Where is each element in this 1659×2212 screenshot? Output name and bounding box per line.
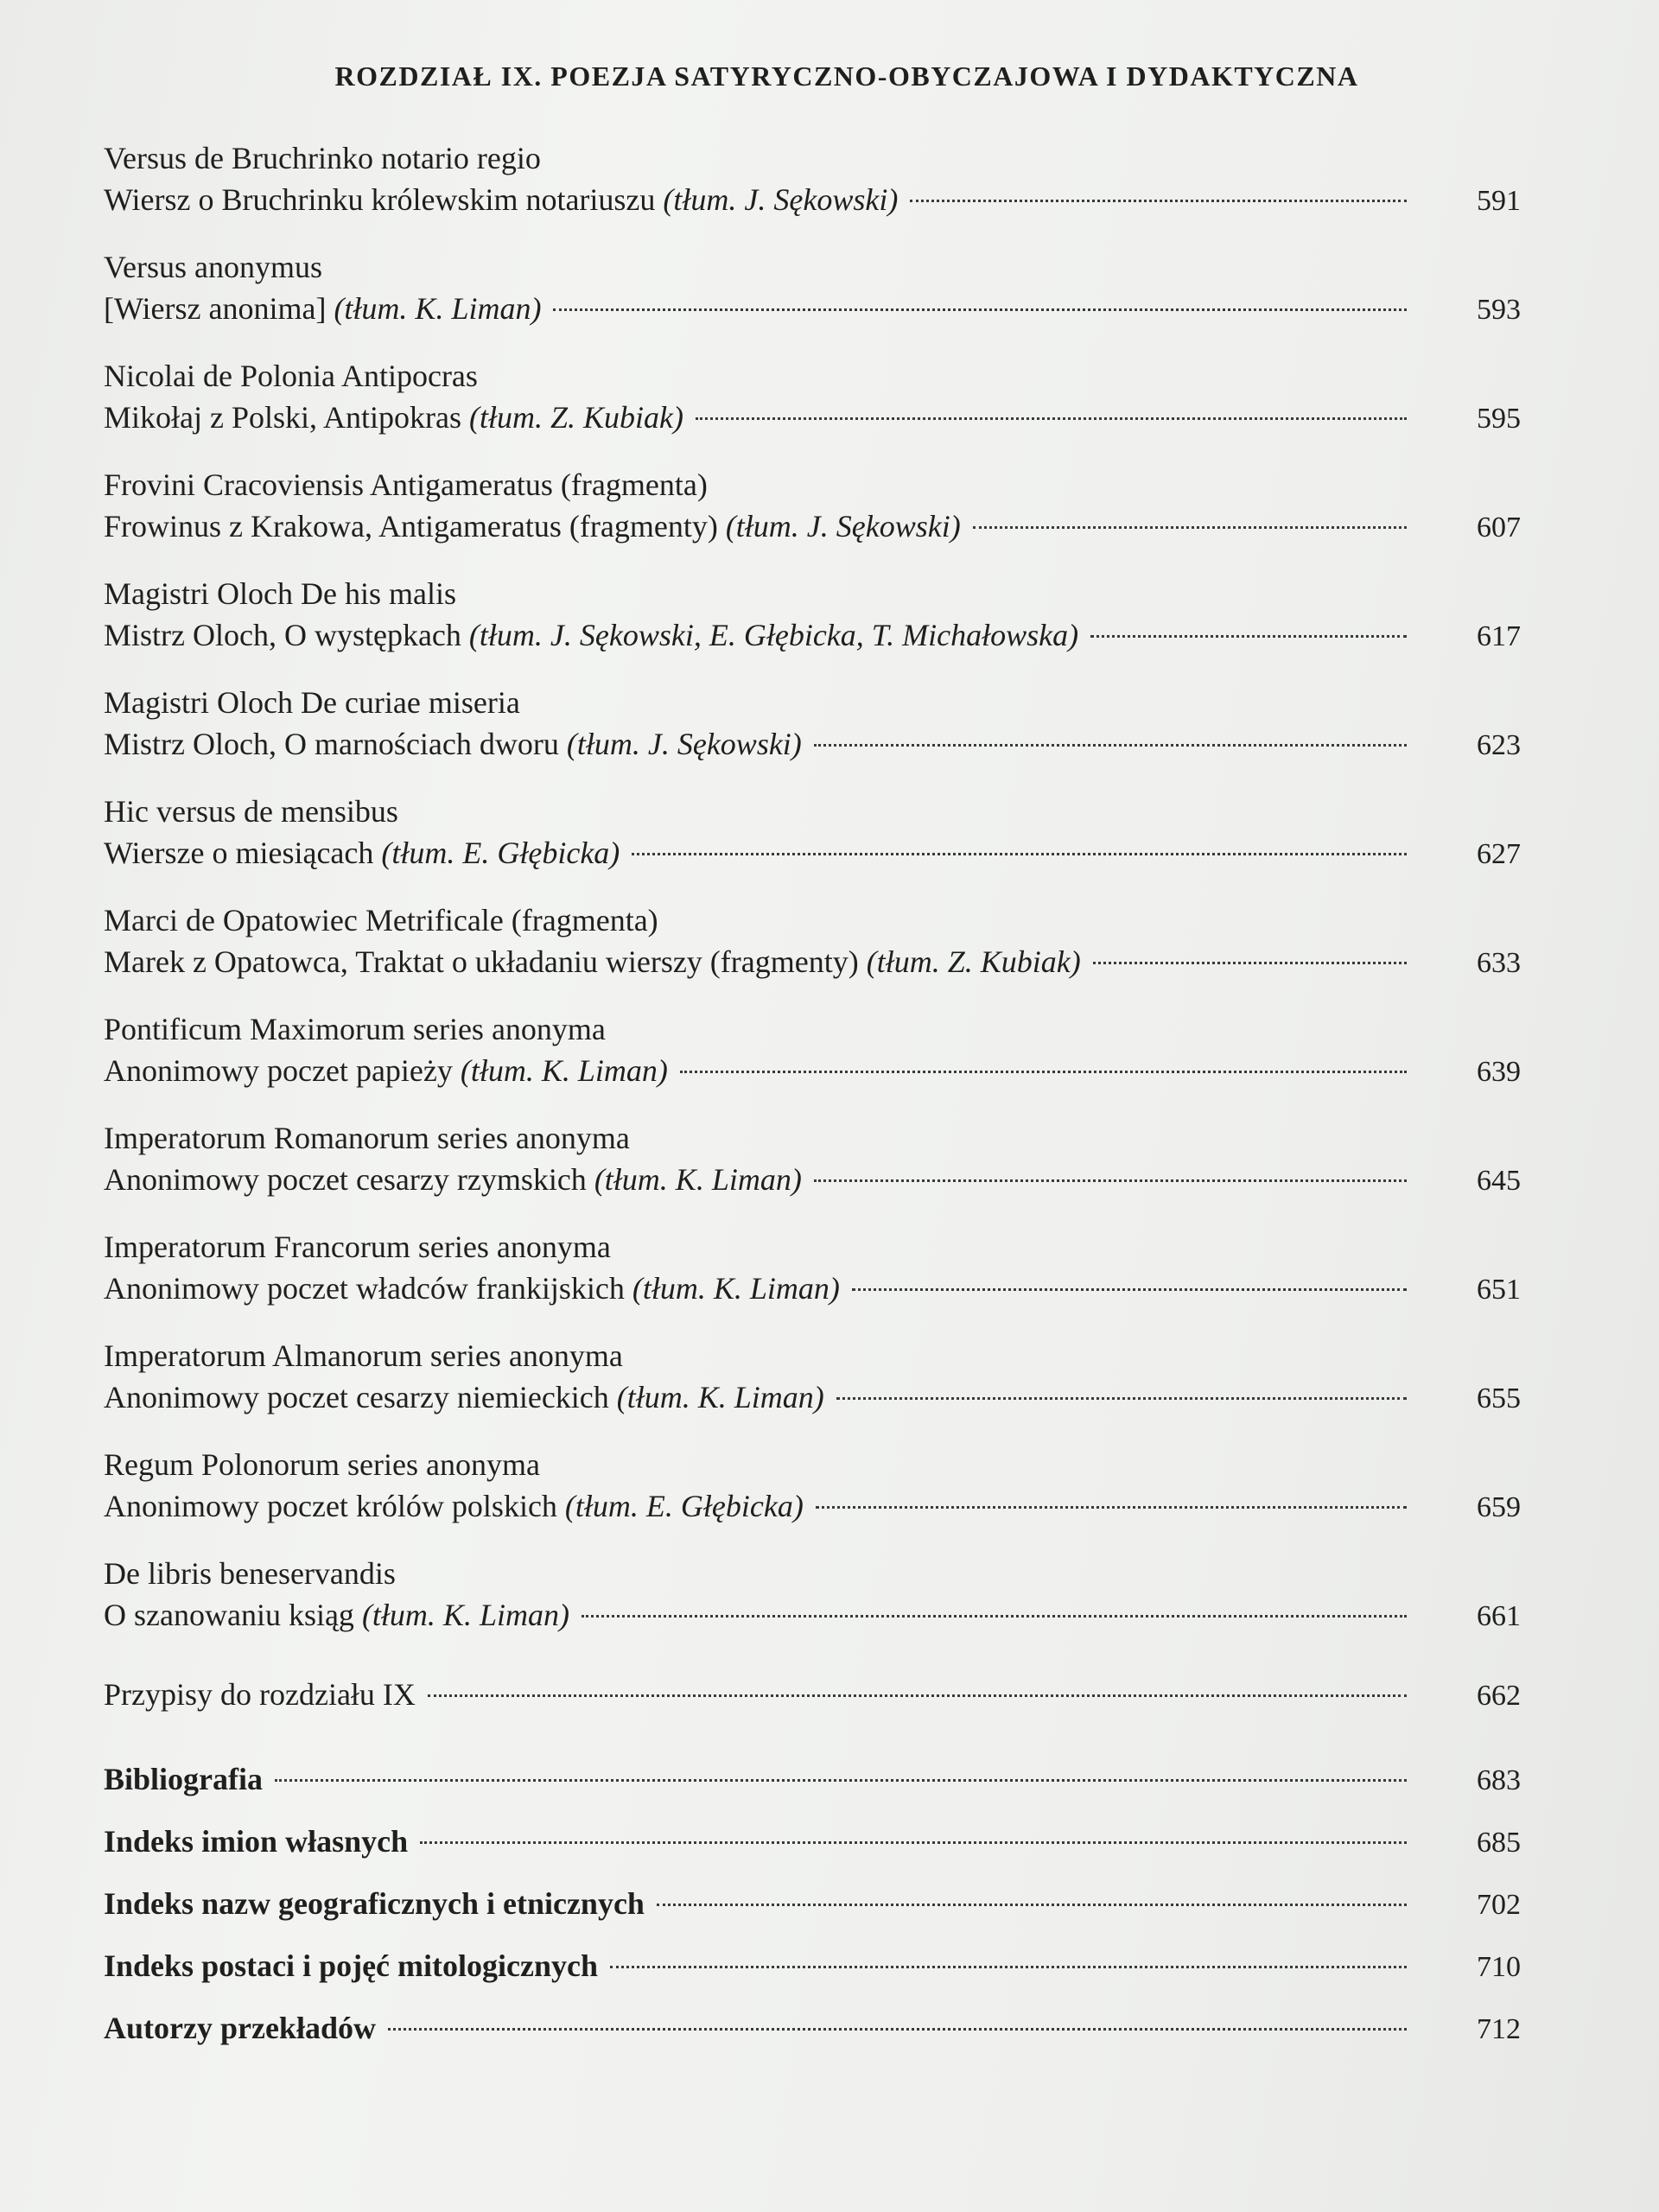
toc-entry	[104, 899, 1521, 984]
leader-dots	[814, 1179, 1407, 1182]
entry-latin-title: Imperatorum Francorum series anonyma	[104, 1230, 611, 1264]
toc-entry-index-geo	[104, 1883, 1521, 1926]
toc-entry	[104, 1335, 1521, 1420]
entry-latin-title: Hic versus de mensibus	[104, 794, 398, 829]
toc-entry	[104, 1553, 1521, 1637]
toc-entry	[104, 1444, 1521, 1529]
leader-dots	[428, 1694, 1407, 1697]
entry-translator: (tłum. J. Sękowski, E. Głębicka, T. Michałowska)	[468, 618, 1079, 652]
entry-title: Anonimowy poczet cesarzy rzymskich	[104, 1162, 587, 1197]
entry-title: O szanowaniu ksiąg	[104, 1598, 354, 1632]
entry-title: Mistrz Oloch, O marnościach dworu	[104, 727, 559, 761]
notes-title: Przypisy do rozdziału IX	[104, 1677, 416, 1712]
notes-page-number: 662	[1477, 1680, 1521, 1712]
back-page-number: 712	[1477, 2013, 1521, 2045]
entry-title: [Wiersz anonima]	[104, 291, 327, 326]
back-page-number: 685	[1477, 1827, 1521, 1859]
entry-translator: (tłum. Z. Kubiak)	[866, 944, 1081, 979]
toc-entry	[104, 791, 1521, 875]
entry-latin-title: Versus anonymus	[104, 250, 322, 284]
leader-dots	[814, 744, 1407, 747]
leader-dots	[657, 1904, 1407, 1906]
entry-latin-title: Nicolai de Polonia Antipocras	[104, 359, 478, 393]
entry-translator: (tłum. K. Liman)	[361, 1598, 569, 1632]
entry-title: Wiersz o Bruchrinku królewskim notariuszu	[104, 182, 656, 217]
toc-entry-index-myth	[104, 1945, 1521, 1988]
entry-translator: (tłum. J. Sękowski)	[725, 509, 961, 543]
entry-latin-title: Regum Polonorum series anonyma	[104, 1447, 540, 1482]
entry-translator: (tłum. K. Liman)	[594, 1162, 802, 1197]
toc-entry	[104, 682, 1521, 766]
toc-entry-bibliography	[104, 1758, 1521, 1802]
running-head: ROZDZIAŁ IX. POEZJA SATYRYCZNO-OBYCZAJOWA I DYDAKTYCZNA	[334, 60, 1359, 92]
entry-page-number: 655	[1477, 1382, 1521, 1414]
toc-entry	[104, 1008, 1521, 1093]
entry-title: Wiersze o miesiącach	[104, 836, 374, 870]
toc-entry	[104, 355, 1521, 440]
leader-dots	[275, 1779, 1407, 1782]
entry-page-number: 627	[1477, 838, 1521, 870]
entry-translator: (tłum. K. Liman)	[632, 1271, 840, 1306]
entry-page-number: 645	[1477, 1165, 1521, 1197]
entry-page-number: 617	[1477, 620, 1521, 652]
leader-dots	[420, 1841, 1407, 1844]
toc-entry	[104, 246, 1521, 331]
entry-translator: (tłum. J. Sękowski)	[566, 727, 802, 761]
entry-translator: (tłum. E. Głębicka)	[564, 1489, 804, 1523]
entry-translator: (tłum. J. Sękowski)	[663, 182, 899, 217]
entry-latin-title: Versus de Bruchrinko notario regio	[104, 141, 541, 175]
leader-dots	[582, 1615, 1407, 1618]
entry-page-number: 659	[1477, 1491, 1521, 1523]
back-title: Indeks imion własnych	[104, 1824, 409, 1859]
leader-dots	[852, 1288, 1407, 1291]
entry-translator: (tłum. E. Głębicka)	[381, 836, 620, 870]
toc-entry	[104, 573, 1521, 658]
entry-page-number: 651	[1477, 1274, 1521, 1306]
leader-dots	[1090, 635, 1407, 638]
entry-latin-title: Magistri Oloch De his malis	[104, 576, 456, 611]
back-page-number: 683	[1477, 1764, 1521, 1796]
back-title: Indeks postaci i pojęć mitologicznych	[104, 1948, 598, 1983]
entry-page-number: 623	[1477, 729, 1521, 761]
entry-page-number: 607	[1477, 512, 1521, 543]
entry-page-number: 639	[1477, 1056, 1521, 1088]
entry-latin-title: Imperatorum Romanorum series anonyma	[104, 1121, 630, 1155]
entry-title: Frowinus z Krakowa, Antigameratus (fragmenty)	[104, 509, 718, 543]
leader-dots	[910, 200, 1407, 202]
table-of-contents	[104, 137, 1521, 2050]
leader-dots	[816, 1506, 1407, 1509]
entry-title: Anonimowy poczet władców frankijskich	[104, 1271, 625, 1306]
entry-title: Anonimowy poczet królów polskich	[104, 1489, 557, 1523]
leader-dots	[553, 308, 1407, 311]
entry-latin-title: Marci de Opatowiec Metrificale (fragmenta)	[104, 903, 658, 938]
toc-entry-translators	[104, 2007, 1521, 2050]
entry-title: Mistrz Oloch, O występkach	[104, 618, 461, 652]
entry-translator: (tłum. K. Liman)	[334, 291, 542, 326]
entry-translator: (tłum. K. Liman)	[460, 1053, 668, 1088]
entry-title: Marek z Opatowca, Traktat o układaniu wierszy (fragmenty)	[104, 944, 859, 979]
entry-title: Mikołaj z Polski, Antipokras	[104, 400, 461, 435]
entry-title: Anonimowy poczet cesarzy niemieckich	[104, 1380, 609, 1414]
entry-title: Anonimowy poczet papieży	[104, 1053, 453, 1088]
leader-dots	[610, 1966, 1407, 1968]
back-page-number: 710	[1477, 1951, 1521, 1983]
back-page-number: 702	[1477, 1889, 1521, 1921]
leader-dots	[680, 1071, 1407, 1073]
entry-latin-title: Magistri Oloch De curiae miseria	[104, 685, 520, 720]
entry-latin-title: Pontificum Maximorum series anonyma	[104, 1012, 606, 1046]
leader-dots	[632, 853, 1407, 855]
leader-dots	[973, 526, 1407, 529]
entry-page-number: 633	[1477, 947, 1521, 979]
entry-translator: (tłum. Z. Kubiak)	[469, 400, 683, 435]
back-title: Autorzy przekładów	[104, 2011, 376, 2045]
toc-entry-notes	[104, 1674, 1521, 1717]
toc-entry-index-names	[104, 1821, 1521, 1864]
leader-dots	[696, 417, 1407, 420]
entry-page-number: 595	[1477, 403, 1521, 435]
toc-entry	[104, 1117, 1521, 1202]
back-title: Bibliografia	[104, 1762, 264, 1796]
toc-entry	[104, 464, 1521, 549]
leader-dots	[388, 2028, 1407, 2031]
entry-latin-title: De libris beneservandis	[104, 1556, 396, 1591]
entry-page-number: 593	[1477, 294, 1521, 326]
leader-dots	[836, 1397, 1407, 1400]
toc-entry	[104, 137, 1521, 222]
entry-page-number: 591	[1477, 185, 1521, 217]
entry-latin-title: Imperatorum Almanorum series anonyma	[104, 1338, 623, 1373]
back-title: Indeks nazw geograficznych i etnicznych	[104, 1886, 645, 1921]
toc-entry	[104, 1226, 1521, 1311]
leader-dots	[1093, 962, 1407, 964]
entry-page-number: 661	[1477, 1600, 1521, 1632]
entry-latin-title: Frovini Cracoviensis Antigameratus (fragmenta)	[104, 467, 708, 502]
entry-translator: (tłum. K. Liman)	[616, 1380, 824, 1414]
